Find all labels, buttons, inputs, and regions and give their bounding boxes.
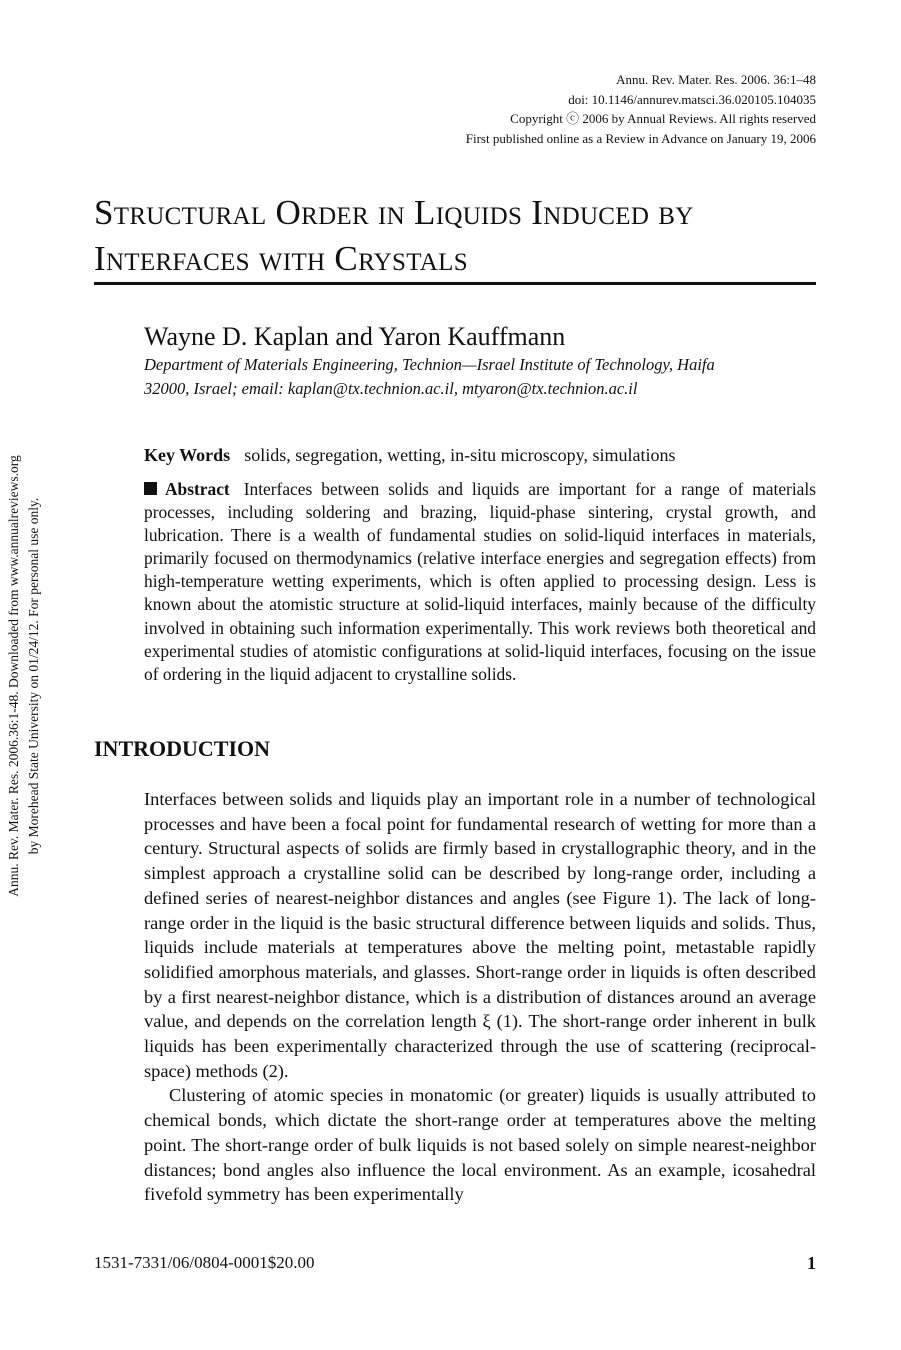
page-number: 1 bbox=[807, 1253, 816, 1273]
keywords-block bbox=[144, 443, 675, 467]
author-affiliation bbox=[144, 353, 816, 401]
watermark-line-1: Annu. Rev. Mater. Res. 2006.36:1-48. Downloaded from www.annualreviews.org bbox=[6, 455, 21, 897]
affiliation-line-1: Department of Materials Engineering, Technion—Israel Institute of Technology, Haifa bbox=[144, 355, 715, 374]
copyright-line: Copyright ⓒ 2006 by Annual Reviews. All rights reserved bbox=[510, 111, 816, 126]
abstract-block bbox=[144, 478, 816, 686]
article-title: Structural Order in Liquids Induced by Interfaces with Crystals bbox=[94, 193, 694, 278]
watermark-line-2: by Morehead State University on 01/24/12. For personal use only. bbox=[26, 497, 41, 855]
introduction-body bbox=[144, 787, 816, 1207]
abstract-text: Interfaces between solids and liquids are important for a range of materials processes, including soldering and brazing, liquid-phase sintering, crystal growth, and lubrication. There is a wealth of fundamental studies on solid-liquid interfaces in materials, primarily focused on thermodynamics (relative interface energies and segregation effects) from high-temperature wetting experiments, which is often applied to processing design. Less is known about the atomistic structure at solid-liquid interfaces, mainly because of the difficulty involved in obtaining such information experimentally. This work reviews both theoretical and experimental studies of atomistic configurations at solid-liquid interfaces, focusing on the issue of ordering in the liquid adjacent to crystalline solids. bbox=[144, 479, 816, 684]
title-divider bbox=[94, 282, 816, 285]
section-heading: INTRODUCTION bbox=[94, 736, 271, 761]
download-watermark bbox=[3, 400, 45, 952]
square-bullet-icon bbox=[144, 482, 157, 495]
body-paragraph: Interfaces between solids and liquids play an important role in a number of technological processes and have been a focal point for fundamental research of wetting for more than a century. Structural aspects of solids are firmly based in crystallographic theory, and in the simplest approach a crystalline solid can be described by long-range order, including a defined series of nearest-neighbor distances and angles (see Figure 1). The lack of long-range order in the liquid is the basic structural difference between liquids and solids. Thus, liquids include materials at temperatures above the melting point, metastable rapidly solidified amorphous materials, and glasses. Short-range order in liquids is often described by a first nearest-neighbor distance, which is a distribution of distances around an average value, and depends on the correlation length ξ (1). The short-range order inherent in bulk liquids has been experimentally characterized through the use of scattering (reciprocal-space) methods (2). bbox=[144, 789, 816, 1081]
author-names: Wayne D. Kaplan and Yaron Kauffmann bbox=[144, 322, 566, 351]
issn-price-code: 1531-7331/06/0804-0001$20.00 bbox=[94, 1253, 315, 1272]
citation-line: Annu. Rev. Mater. Res. 2006. 36:1–48 bbox=[616, 72, 816, 87]
body-paragraph: Clustering of atomic species in monatomic (or greater) liquids is usually attributed to chemical bonds, which dictate the short-range order at temperatures above the melting point. The short-range order of bulk liquids is not based solely on simple nearest-neighbor distances; bond angles also influence the local environment. As an example, icosahedral fivefold symmetry has been experimentally bbox=[144, 1085, 816, 1205]
affiliation-line-2: 32000, Israel; email: kaplan@tx.technion.ac.il, mtyaron@tx.technion.ac.il bbox=[144, 379, 638, 398]
publication-date-line: First published online as a Review in Advance on January 19, 2006 bbox=[465, 130, 816, 146]
keywords-text: solids, segregation, wetting, in-situ microscopy, simulations bbox=[244, 445, 676, 465]
abstract-label: Abstract bbox=[165, 479, 230, 499]
doi-line: doi: 10.1146/annurev.matsci.36.020105.104035 bbox=[568, 91, 816, 107]
journal-header bbox=[466, 70, 816, 148]
keywords-label: Key Words bbox=[144, 445, 231, 465]
